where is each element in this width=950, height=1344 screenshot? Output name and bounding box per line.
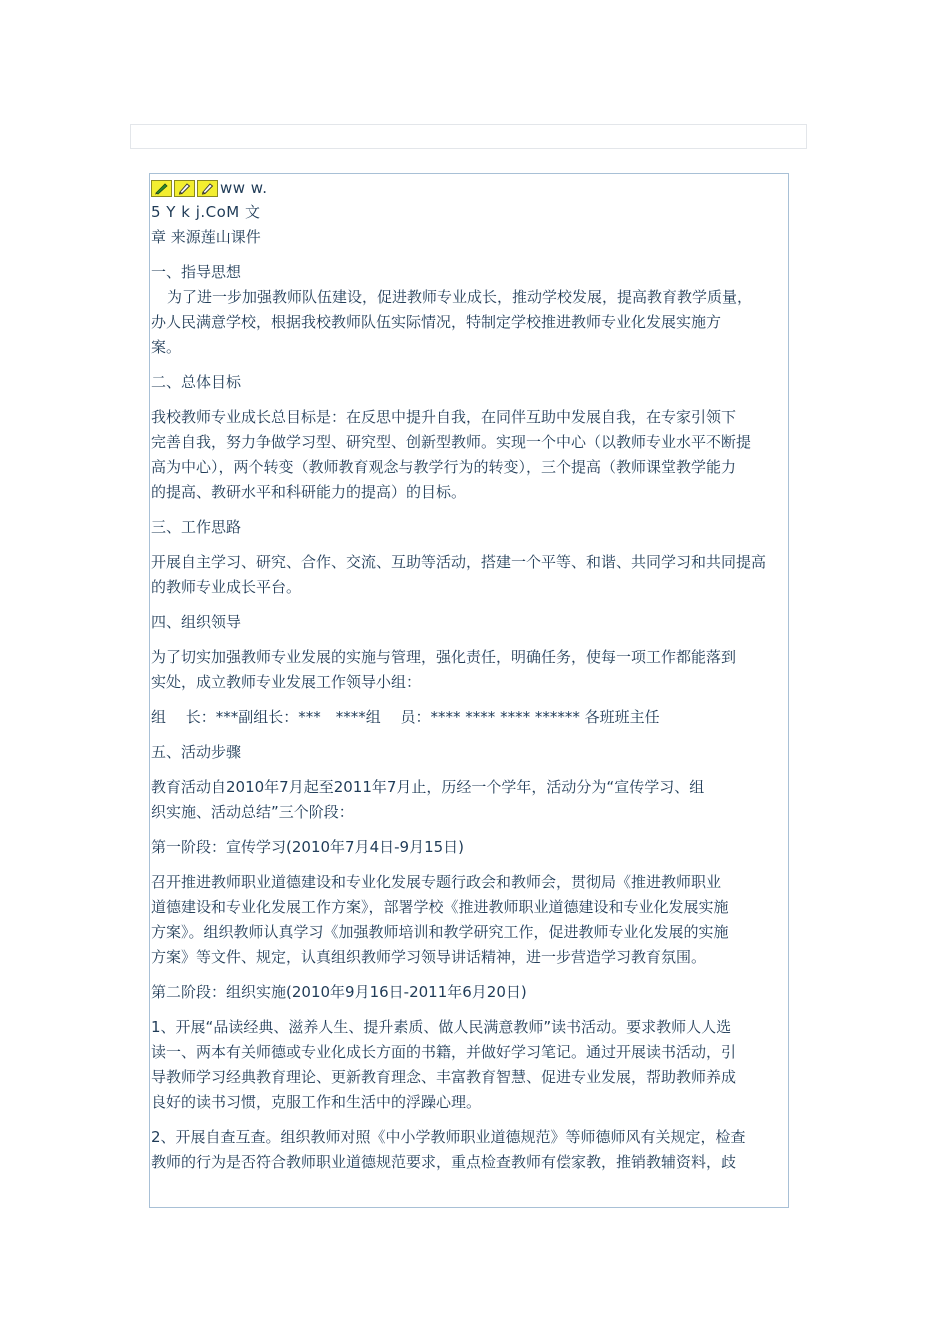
paragraph-line: 实处，成立教师专业发展工作领导小组： (151, 673, 422, 691)
paragraph-line: 为了进一步加强教师队伍建设，促进教师专业成长，推动学校发展，提高教育教学质量， (167, 288, 753, 306)
paragraph-line: 高为中心），两个转变（教师教育观念与教学行为的转变），三个提高（教师课堂教学能力 (151, 458, 737, 476)
leadership-list: 组 长：***副组长：*** ****组 员：**** **** **** ****** 各班班主任 (151, 708, 660, 726)
paragraph-line: 方案》。组织教师认真学习《加强教师培训和教学研究工作，促进教师专业化发展的实施 (151, 923, 729, 941)
pencil-icon (151, 180, 172, 197)
paragraph-line: 织实施、活动总结”三个阶段： (151, 803, 354, 821)
paragraph-line: 读一、两本有关师德或专业化成长方面的书籍，并做好学习笔记。通过开展读书活动，引 (151, 1043, 737, 1061)
paragraph-line: 的提高、教研水平和科研能力的提高）的目标。 (151, 483, 467, 501)
paragraph-line: 为了切实加强教师专业发展的实施与管理，强化责任，明确任务，使每一项工作都能落到 (151, 648, 737, 666)
paragraph-line: 方案》等文件、规定，认真组织教师学习领导讲话精神，进一步营造学习教育氛围。 (151, 948, 707, 966)
edit-icon (197, 180, 218, 197)
paragraph-line: 办人民满意学校，根据我校教师队伍实际情况，特制定学校推进教师专业化发展实施方 (151, 313, 722, 331)
edit-icon (174, 180, 195, 197)
paragraph-line: 道德建设和专业化发展工作方案》，部署学校《推进教师职业道德建设和专业化发展实施 (151, 898, 729, 916)
source-header-line1: ww w. (220, 179, 268, 197)
top-empty-box (130, 124, 807, 149)
paragraph-line: 的教师专业成长平台。 (151, 578, 302, 596)
document-body (150, 174, 788, 1175)
section-title: 二、总体目标 (151, 373, 242, 391)
source-header (151, 176, 788, 200)
source-header-line3: 章 来源莲山课件 (151, 228, 261, 246)
section-title: 一、指导思想 (151, 263, 242, 281)
paragraph-line: 教师的行为是否符合教师职业道德规范要求，重点检查教师有偿家教，推销教辅资料，歧 (151, 1153, 737, 1171)
section-title: 三、工作思路 (151, 518, 242, 536)
paragraph-line: 2、开展自查互查。组织教师对照《中小学教师职业道德规范》等师德师风有关规定，检查 (151, 1128, 746, 1146)
stage-title: 第一阶段：宣传学习(2010年7月4日-9月15日) (151, 838, 465, 856)
paragraph-line: 完善自我，努力争做学习型、研究型、创新型教师。实现一个中心（以教师专业水平不断提 (151, 433, 752, 451)
section-title: 五、活动步骤 (151, 743, 242, 761)
paragraph-line: 1、开展“品读经典、滋养人生、提升素质、做人民满意教师”读书活动。要求教师人人选 (151, 1018, 732, 1036)
paragraph-line: 导教师学习经典教育理论、更新教育理念、丰富教育智慧、促进专业发展，帮助教师养成 (151, 1068, 737, 1086)
section-title: 四、组织领导 (151, 613, 242, 631)
paragraph-line: 开展自主学习、研究、合作、交流、互助等活动，搭建一个平等、和谐、共同学习和共同提高 (151, 553, 767, 571)
source-header-line2: 5 Y k j.CoM 文 (151, 203, 261, 221)
stage-title: 第二阶段：组织实施(2010年9月16日-2011年6月20日) (151, 983, 527, 1001)
content-frame (149, 173, 789, 1208)
paragraph-line: 我校教师专业成长总目标是：在反思中提升自我，在同伴互助中发展自我，在专家引领下 (151, 408, 737, 426)
paragraph-line: 良好的读书习惯，克服工作和生活中的浮躁心理。 (151, 1093, 482, 1111)
paragraph-line: 案。 (151, 338, 182, 356)
paragraph-line: 召开推进教师职业道德建设和专业化发展专题行政会和教师会，贯彻局《推进教师职业 (151, 873, 722, 891)
paragraph-line: 教育活动自2010年7月起至2011年7月止，历经一个学年，活动分为“宣传学习、组 (151, 778, 705, 796)
